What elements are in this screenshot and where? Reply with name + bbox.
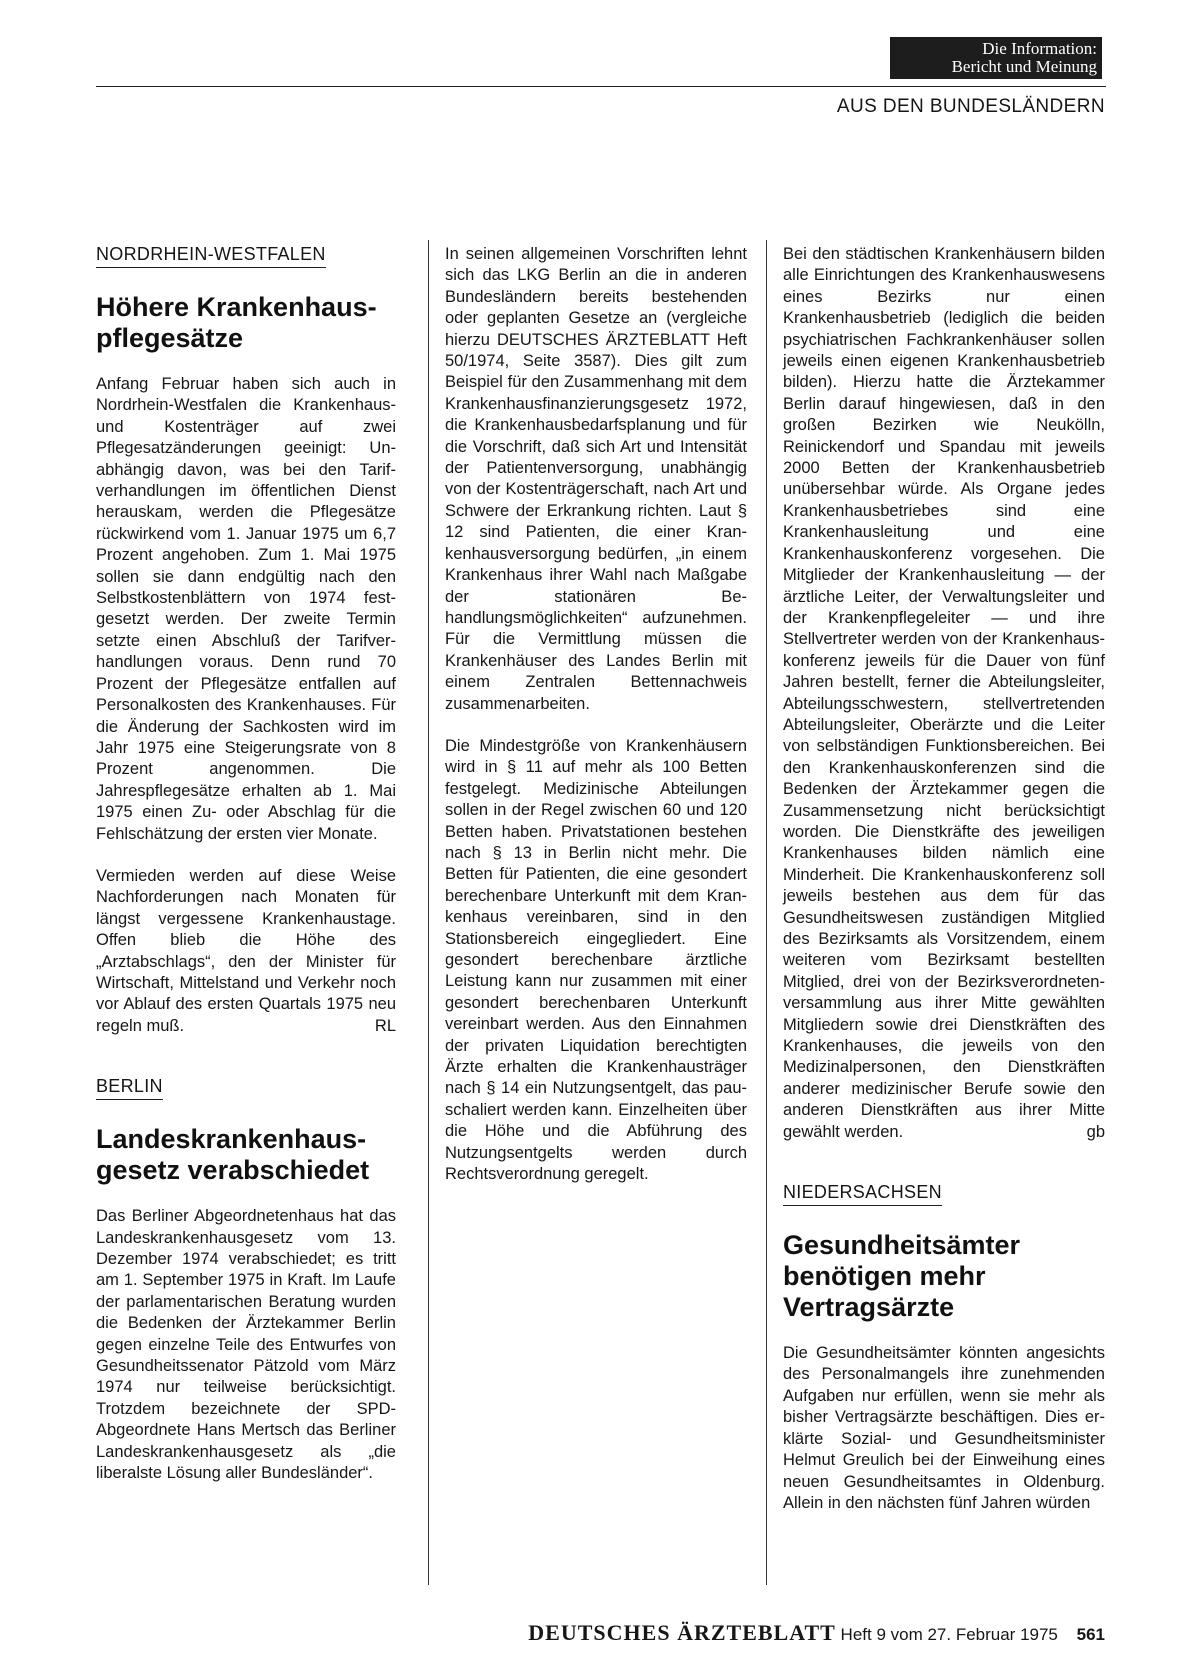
berlin-paragraph-4 <box>783 244 1105 1143</box>
headline-nrw: Höhere Krankenhauspflegesätze <box>96 292 377 353</box>
column-3 <box>783 244 1105 1535</box>
berlin-paragraph-2: In seinen allgemeinen Vorschriften lehnt sich das LKG Berlin an die in anderen Bundesländern bereits bestehenden oder geplanten Gesetze an (vergleiche hierzu DEUTSCHES ÄRZTEBLATT Heft 50/1974, Seite 3587). Dies gilt zum Beispiel für den Zusammenhang mit dem Krankenhausfinanzierungsgesetz 1972, die Krankenhausbedarfsplanung und für die Vorschrift, daß sich Art und Intensität der Patientenversorgung, unabhängig von der Kostenträgerschaft, nach Art und Schwere der Erkrankung richten. Laut § 12 sind Patienten, die einer Krankenhausversorgung bedürfen, „in einem Krankenhaus ihrer Wahl nach Maßgabe der stationären Behandlungsmöglichkeiten“ aufzunehmen. Für die Vermittlung müssen die Krankenhäuser des Landes Berlin mit einem Zentralen Bettennachweis zusammenarbeiten. <box>445 245 747 713</box>
nrw-paragraph-2 <box>96 866 396 1037</box>
nrw-signature: RL <box>374 1016 396 1035</box>
badge-line-2: Bericht und Meinung <box>951 57 1097 76</box>
badge-line-1: Die Information: <box>982 39 1097 58</box>
nrw-paragraph-1: Anfang Februar haben sich auch in Nordrhein-Westfalen die Krankenhaus- und Kostenträger auf zwei Pflegesatzänderungen geeinigt: Unabhängig davon, was bei den Tarifverhandlungen im öffentlichen Dienst herauskam, werden die Pflegesätze rückwirkend vom 1. Januar 1975 um 6,7 Prozent angehoben. Zum 1. Mai 1975 sollen sie dann endgültig nach den Selbstkostenblättern von 1974 festgesetzt werden. Der zweite Termin setzte einen Abschluß der Tarifverhandlungen voraus. Denn rund 70 Prozent der Pflegesätze entfallen auf Personalkosten des Krankenhauses. Für die Änderung der Sachkosten wird im Jahr 1975 eine Steigerungsrate von 8 Prozent angenommen. Die Jahrespflegesätze erhalten ab 1. Mai 1975 einen Zu- oder Abschlag für die Fehlschätzung der ersten vier Monate. <box>96 375 396 843</box>
column-2 <box>445 244 747 1206</box>
berlin-signature: gb <box>1086 1122 1105 1141</box>
kicker-berlin: BERLIN <box>96 1076 163 1100</box>
nrw-paragraph-2-text: Vermieden werden auf diese Weise Nachforderungen nach Monaten für längst vergessene Krankenhaustage. Offen blieb die Höhe des „Arztabschlags“, den der Minister für Wirtschaft, Mittelstand und Verkehr noch vor Ablauf des ersten Quartals 1975 neu regeln muß. <box>96 866 396 1035</box>
headline-berlin: Landeskrankenhausgesetz verabschiedet <box>96 1124 370 1186</box>
page-number: 561 <box>1076 1625 1105 1644</box>
section-title: AUS DEN BUNDESLÄNDERN <box>836 96 1105 117</box>
footer-issue: Heft 9 vom 27. Februar 1975 <box>840 1625 1058 1644</box>
berlin-paragraph-1: Das Berliner Abgeordnetenhaus hat das Landeskrankenhausgesetz vom 13. Dezember 1974 verabschiedet; es tritt am 1. September 1975 in Kraft. Im Laufe der parlamentarischen Beratung wurden die Bedenken der Ärztekammer Berlin gegen einzelne Teile des Entwurfes von Gesundheitssenator Pätzold vom März 1974 nur teilweise berücksichtigt. Trotzdem bezeichnete der SPD-Abgeordnete Hans Mertsch das Berliner Landeskrankenhausgesetz als „die liberalste Lösung aller Bundesländer“. <box>96 1207 396 1483</box>
column-1 <box>96 244 396 1505</box>
footer-brand: DEUTSCHES ÄRZTEBLATT <box>528 1620 836 1645</box>
niedersachsen-paragraph-1: Die Gesundheitsämter könnten angesichts des Personalmangels ihre zunehmenden Aufgaben nur erfüllen, wenn sie mehr als bisher Vertragsärzte beschäftigen. Dies erklärte Sozial- und Gesundheitsminister Helmut Greulich bei der Einweihung eines neuen Gesundheitsamtes in Oldenburg. Allein in den nächsten fünf Jahren würden <box>783 1344 1105 1512</box>
publication-badge <box>890 37 1102 79</box>
kicker-nrw: NORDRHEIN-WESTFALEN <box>96 244 326 268</box>
berlin-paragraph-4-text: Bei den städtischen Krankenhäusern bilden alle Einrichtungen des Krankenhauswesens eines Bezirks nur einen Krankenhausbetrieb (lediglich die beiden psychiatrischen Fachkrankenhäuser sollen jeweils einen eigenen Krankenhausbetrieb bilden). Hierzu hatte die Ärztekammer Berlin darauf hingewiesen, daß in den großen Bezirken wie Neukölln, Reinickendorf und Spandau mit jeweils 2000 Betten der Krankenhausbetrieb unübersehbar würde. Als Organe jedes Krankenhausbetriebes sind eine Krankenhausleitung und eine Krankenhauskonferenz vorgesehen. Die Mitglieder der Krankenhausleitung — der ärztliche Leiter, der Verwaltungsleiter und der Krankenpflegeleiter — und ihre Stellvertreter werden von der Krankenhauskonferenz jeweils für die Dauer von fünf Jahren bestellt, ferner die Abteilungsleiter, Abteilungsschwestern, stellvertretenden Abteilungsleiter, Oberärzte und die Leiter von selbständigen Funktionsbereichen. Bei den Krankenhauskonferenzen sind die Bedenken der Ärztekammer gegen die Zusammensetzung nicht berücksichtigt worden. Die Dienstkräfte des jeweiligen Krankenhauses bilden nämlich eine Minderheit. Die Krankenhauskonferenz soll jeweils bestehen aus dem für das Gesundheitswesen zuständigen Mitglied des Bezirksamts als Vorsitzendem, einem weiteren vom Bezirksamt bestellten Mitglied, drei von der Bezirksverordnetenversammlung aus ihrer Mitte gewählten Mitgliedern sowie drei Dienstkräften des Krankenhauses, die jeweils von den Medizinalpersonen, den Dienstkräften anderer medizinischer Berufe sowie den anderen Dienstkräften aus ihrer Mitte gewählt werden. <box>783 245 1105 1141</box>
header-rule <box>96 86 1106 87</box>
headline-niedersachsen: Gesundheitsämter benötigen mehr Vertragsärzte <box>783 1230 1021 1323</box>
page-footer <box>476 1620 1105 1646</box>
berlin-paragraph-3: Die Mindestgröße von Krankenhäusern wird in § 11 auf mehr als 100 Betten festgelegt. Medizinische Abteilungen sollen in der Regel zwischen 60 und 120 Betten haben. Privatstationen bestehen nach § 13 in Berlin nicht mehr. Die Betten für Patienten, die eine gesondert berechenbare Unterkunft mit dem Krankenhaus vereinbaren, sind in den Stationsbereich eingegliedert. Eine gesondert berechenbare ärztliche Leistung kann nur zusammen mit einer gesondert berechenbaren Unterkunft vereinbart werden. Aus den Einnahmen der privaten Liquidation berechtigten Ärzte erhalten die Krankenhausträger nach § 14 ein Nutzungsentgelt, das pauschaliert werden kann. Einzelheiten über die Höhe und die Abführung des Nutzungsentgelts werden durch Rechtsverordnung geregelt. <box>445 736 747 1184</box>
kicker-niedersachsen: NIEDERSACHSEN <box>783 1182 942 1206</box>
column-divider-1 <box>428 240 429 1585</box>
column-divider-2 <box>766 240 767 1585</box>
